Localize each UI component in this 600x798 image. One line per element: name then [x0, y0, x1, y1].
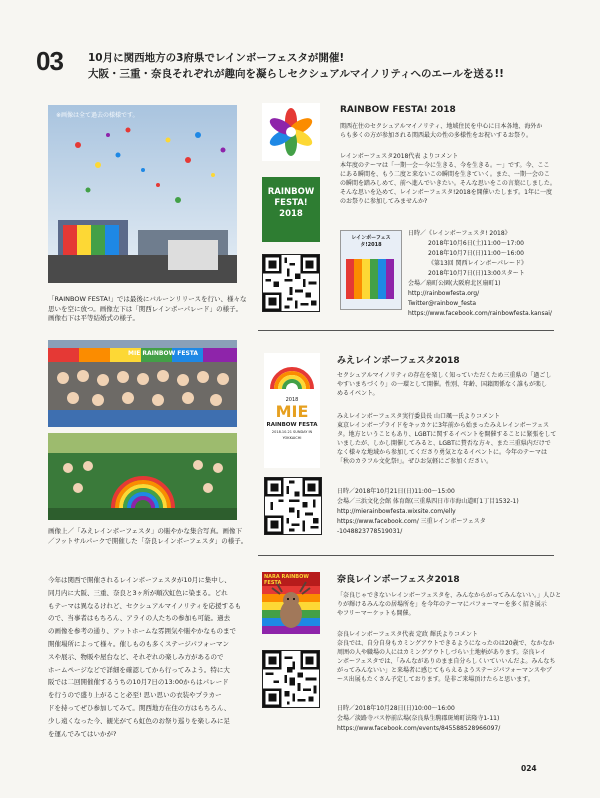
osaka-poster	[340, 230, 402, 310]
lead-line: めるイベント。	[337, 390, 379, 397]
mie-facebook-link-cont[interactable]: -1048823778519031/	[337, 528, 403, 535]
intro-line: を行うので盛り上がること必至! 思い思いの衣装やプラカー	[48, 691, 222, 700]
intro-line: 阪では二回開催催するうちの10月7日の13:00からはパレード	[48, 678, 229, 687]
photo-caption-2	[48, 527, 247, 546]
osaka-twitter-link[interactable]: Twitter@rainbow_festa	[408, 300, 477, 307]
comment-line: いましたが、しかし開催してみると、LGBTに賛否な方々、また三重県内だけで	[337, 440, 551, 447]
caption-line: ／フットサルパークで開催した「奈良レインボーフェスタ」の様子。	[48, 536, 248, 545]
info-line: 日時／2018年10月28日(日)10:00〜16:00	[337, 705, 455, 712]
comment-line: 本年度のテーマは「一期一会〜今に生きる、今を生きる。〜」です。今、ここ	[340, 162, 550, 169]
lead-line: やフリーマーケットも開催。	[337, 610, 415, 617]
osaka-lead	[340, 122, 542, 140]
nara-title: 奈良レインボーフェスタ2018	[337, 575, 460, 585]
info-line: 2018年10月7日(日)13:00スタート	[428, 270, 525, 277]
comment-line: ンボーフェスタでは、「みんながありのまま自分らしくいていいんだよ。みんなち	[337, 658, 556, 665]
section-number: 03	[36, 46, 63, 76]
info-line: 2018年10月7日(日)11:00〜16:00	[428, 250, 524, 257]
caption-line: 「RAINBOW FESTA!」では最後にバルーンリリースを行い、様々な	[48, 295, 247, 303]
comment-line: の瞬間を踏みしめて、前へ進んでいきたい。そんな思いをこの言葉にしました。	[340, 180, 556, 187]
osaka-comment	[340, 152, 556, 206]
comment-line: にある瞬間を、もう二度と来ないこの瞬間を生きていく。また、一期一会のこ	[340, 171, 550, 178]
balloon-release-photo	[48, 105, 237, 283]
mie-logo-date: 2018.10.21 SUNDAY IN YOKKAICHI	[271, 430, 313, 440]
mie-logo-sub: RAINBOW FESTA	[266, 422, 318, 428]
lead-line: 「奈良じゃできないレインボーフェスタを、みんなからがってみんないい。」人ひと	[337, 592, 562, 599]
section-divider	[258, 555, 554, 556]
nara-festa-logo	[262, 572, 320, 634]
osaka-facebook-link[interactable]: https://www.facebook.com/rainbowfesta.kansai/	[408, 310, 552, 317]
intro-line: ので、当事者はもちろん、アライの人たちの参加も可能。過去	[48, 614, 231, 623]
lead-line: 関西在住のセクシュアルマイノリティ、地域住民を中心に日本各地、海外か	[340, 123, 543, 130]
mie-logo-word: MIE	[275, 402, 309, 421]
caption-line: 画像右下は平等結婚式の様子。	[48, 314, 139, 322]
comment-line: のお祭りに参加してみませんか?	[340, 198, 428, 205]
caption-line: 画像上／「みえレインボーフェスタ」の賑やかな集合写真。画像下	[48, 527, 243, 535]
intro-line: を運んでみてはいかが?	[48, 729, 117, 738]
comment-line: 東京レインボープライドをキッカケに3年前から始まったみえレインボーフェス	[337, 422, 550, 429]
info-line: 会場／三浜文化会館 体育館(三重県四日市市海山道町1丁目1532-1)	[337, 498, 519, 505]
mie-info	[337, 487, 519, 537]
mie-logo-year: 2018	[285, 397, 299, 403]
headline-line-2: 大阪・三重・奈良それぞれが趣向を凝らしセクシュアルマイノリティへのエールを送る!!	[88, 68, 504, 80]
page-number: 024	[521, 764, 537, 773]
comment-line: そんな思いを込めて、レインボーフェスタ!2018を開催いたします。1年に一度	[340, 189, 552, 196]
comment-line: レインボーフェスタ2018代表 よりコメント	[340, 153, 459, 160]
nara-facebook-link[interactable]: https://www.facebook.com/events/845588528966097/	[337, 725, 501, 732]
nara-info	[337, 704, 500, 734]
lead-line: やすいまちづくり」の一環として開催。性別、年齢、国籍関係なく誰もが楽し	[337, 381, 547, 388]
mie-website-link[interactable]: http://mierainbowfesta.wixsite.com/elly	[337, 508, 456, 515]
mie-festa-logo	[264, 353, 320, 468]
nara-logo-text: NARA RAINBOW FESTA	[264, 574, 309, 586]
comment-line: がってみんないい」と来場者に感じてもらえるようステージパフォーマンスやブ	[337, 667, 552, 674]
nara-futsal-photo	[48, 433, 237, 520]
osaka-festa-logo	[262, 177, 320, 242]
osaka-logo-text: RAINBOW FESTA! 2018	[267, 187, 315, 219]
info-line: 2018年10月6日(土)11:00〜17:00	[428, 240, 524, 247]
mie-facebook-link[interactable]: https://www.facebook.com/ 三重レインボーフェスタ	[337, 518, 486, 525]
intro-line: 同月内に大阪、三重、奈良と3ヶ所が順次虹色に染まる。どれ	[48, 588, 228, 597]
osaka-flower-logo	[262, 103, 320, 161]
nara-lead	[337, 591, 561, 618]
osaka-info	[408, 229, 552, 319]
section-divider	[258, 330, 554, 331]
nara-qr-code	[262, 650, 320, 708]
mie-lead	[337, 371, 551, 398]
intro-text	[48, 574, 241, 740]
headline-line-1: 10月に関西地方の3府県でレインボーフェスタが開催!	[88, 52, 345, 64]
mie-banner-text: MIE RAINBOW FESTA	[128, 350, 199, 357]
comment-line: タ。地方ということもあり、LGBTに関するイベントを開催することに緊張をして	[337, 431, 557, 438]
intro-line: 少し遠くなった今、観光がてら虹色のお祭り巡りを楽しみに足	[48, 716, 230, 725]
info-line: 日時／2018年10月21日(日)11:00〜15:00	[337, 488, 455, 495]
mie-qr-code	[264, 477, 322, 535]
comment-line: みえレインボーフェスタ実行委員長 山口颯一氏よりコメント	[337, 413, 501, 420]
comment-line: ース出展もたくさん予定しております。是非ご来場頂けたらと思います。	[337, 676, 534, 683]
comment-line: 奈良では、自分自身もカミングアウトできるようになったのは20歳で、なかなか	[337, 640, 555, 647]
info-line: 《第13回 関西レインボーパレード》	[428, 260, 527, 267]
intro-line: 今年は関西で開催されるレインボーフェスタが10月に集中し、	[48, 576, 231, 584]
osaka-qr-code	[262, 254, 320, 312]
info-line: 会場／扇町公園(大阪府北区扇町1)	[408, 280, 501, 287]
poster-title: レインボーフェスタ!2018	[351, 235, 391, 248]
intro-line: スや展示、物販や屋台など、それぞれの楽しみ方があるので	[48, 652, 224, 661]
mie-comment	[337, 412, 556, 466]
info-line: 会場／淡路寺バス停前広場(奈良県生駒郡斑鳩町法隆寺1-11)	[337, 715, 500, 722]
mie-group-photo	[48, 340, 237, 427]
comment-line: 「秋のカラフル文化祭!」。ぜひお気軽にご参加ください。	[337, 458, 493, 465]
intro-line: 開催場所によって様々。催しものも多くステージパフォーマン	[48, 639, 229, 648]
osaka-website-link[interactable]: http://rainbowfesta.org/	[408, 290, 480, 297]
lead-line: りが輝けるみんなの居場所を」を今年のテーマにパフォーマーを多く招き展示	[337, 601, 547, 608]
photo-caption-1	[48, 295, 246, 324]
intro-line: ドを持ってぜひ参加してみて。関西地方在住の方はもちろん、	[48, 703, 231, 712]
comment-line: なく様々な地域から参加してくださり勇気となるイベントに。今年のテーマは	[337, 449, 548, 456]
osaka-title: RAINBOW FESTA! 2018	[340, 105, 456, 115]
info-line: 日時／《レインボーフェスタ! 2018》	[408, 230, 511, 237]
intro-line: ホームページなどで詳細を確認してから行ってみよう。特に大	[48, 665, 230, 674]
mie-title: みえレインボーフェスタ2018	[337, 356, 460, 366]
caption-line: 思いを空に放つ。画像左下は「関西レインボーパレード」の様子。	[48, 304, 243, 313]
lead-line: セクシュアルマイノリティの存在を楽しく知っていただくため三重県の「過ごし	[337, 372, 552, 379]
photo-note: ※画像は全て過去の様様です。	[56, 112, 139, 119]
intro-line: の画像を参考の通り、アットホームな雰囲気や賑やかなものまで	[48, 627, 237, 636]
comment-line: 奈良レインボーフェスタ代表 定政 輝氏よりコメント	[337, 631, 478, 638]
nara-comment	[337, 630, 555, 684]
intro-line: もテーマは異なるけれど、セクシュアルマイノリティを応援するも	[48, 601, 242, 610]
comment-line: 周囲の人や職場の人にはカミングアウトしづらい土地柄があります。奈良レイ	[337, 649, 547, 656]
lead-line: らも多くの方が参加される関西最大の性の多様性をお祝いするお祭り。	[340, 132, 533, 139]
